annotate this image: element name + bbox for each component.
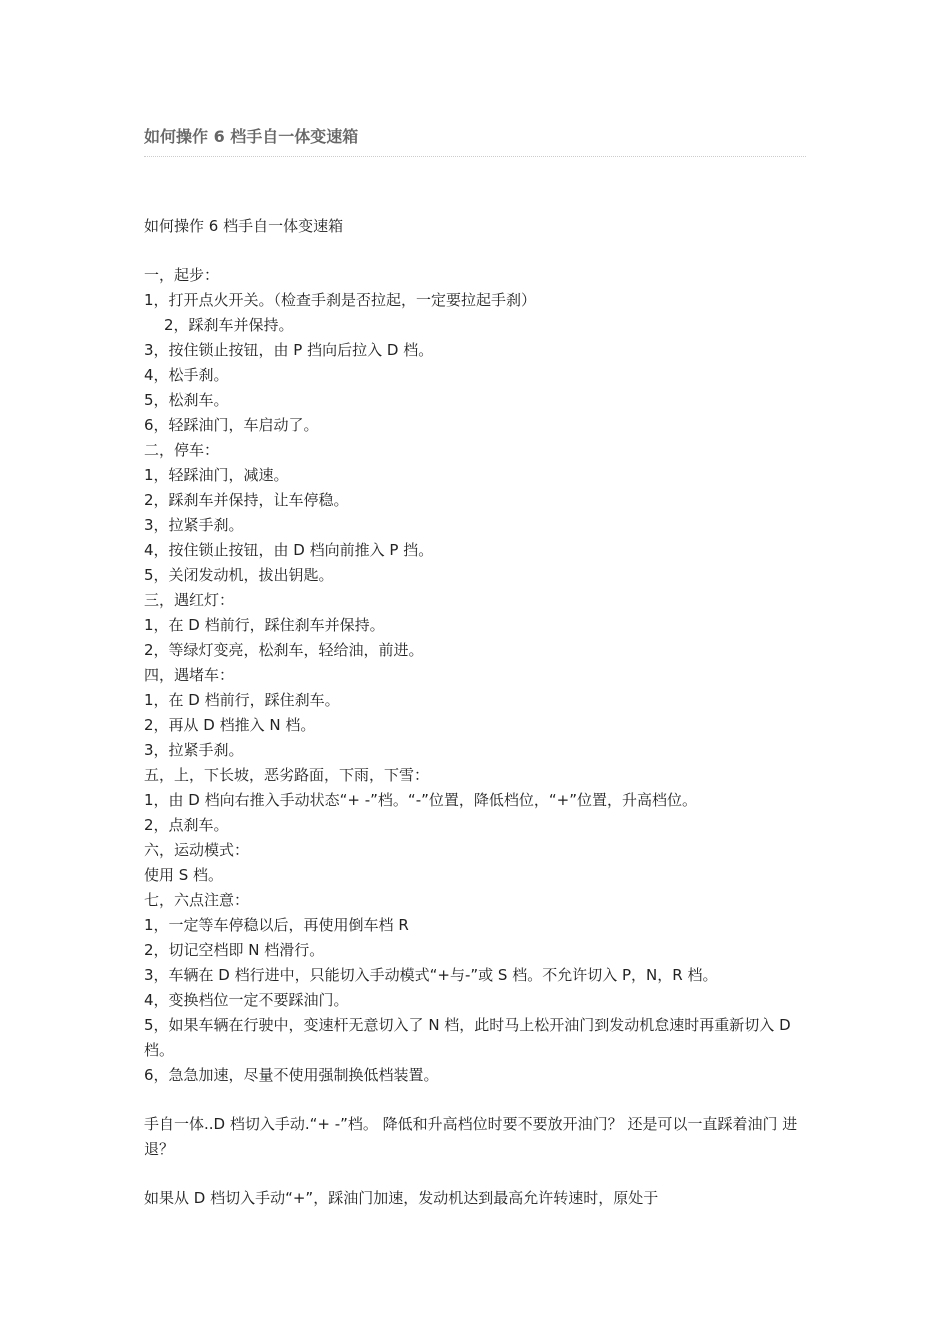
page-header-title: 如何操作 6 档手自一体变速箱: [144, 127, 359, 146]
text-line: 一，起步：: [144, 266, 220, 284]
article-title: 如何操作 6 档手自一体变速箱: [144, 217, 344, 235]
text-line: 使用 S 档。: [144, 866, 224, 884]
text-line: 三，遇红灯：: [144, 591, 235, 609]
text-line: 3，按住锁止按钮，由 P 挡向后拉入 D 档。: [144, 341, 434, 359]
header-divider: [144, 156, 806, 157]
text-line: 3，车辆在 D 档行进中，只能切入手动模式“+与-”或 S 档。不允许切入 P，N，R 档。: [144, 966, 718, 984]
text-line: 5，松刹车。: [144, 391, 229, 409]
text-line: 2，踩刹车并保持。: [164, 316, 294, 334]
text-line: 六，运动模式：: [144, 841, 250, 859]
text-line: 5，如果车辆在行驶中，变速杆无意切入了 N 档，此时马上松开油门到发动机怠速时再重新切入 D 档。: [144, 1016, 791, 1059]
text-line: 七，六点注意：: [144, 891, 250, 909]
text-line: 2，等绿灯变亮，松刹车，轻给油，前进。: [144, 641, 424, 659]
text-line: 五，上，下长坡，恶劣路面，下雨，下雪：: [144, 766, 430, 784]
spacer: [144, 239, 806, 263]
text-line: 二，停车：: [144, 441, 220, 459]
spacer: [144, 1088, 806, 1112]
text-line: 4，变换档位一定不要踩油门。: [144, 991, 349, 1009]
text-line: 1，由 D 档向右推入手动状态“+ -”档。“-”位置，降低档位，“+”位置，升高档位。: [144, 791, 697, 809]
text-line: 四，遇堵车：: [144, 666, 235, 684]
text-line: 1，在 D 档前行，踩住刹车。: [144, 691, 340, 709]
spacer: [144, 1162, 806, 1186]
text-line: 1，打开点火开关。（检查手刹是否拉起，一定要拉起手刹）: [144, 291, 537, 309]
text-line: 6，轻踩油门，车启动了。: [144, 416, 319, 434]
text-line: 3，拉紧手刹。: [144, 516, 244, 534]
text-line: 6，急急加速，尽量不使用强制换低档装置。: [144, 1066, 439, 1084]
text-line: 4，按住锁止按钮，由 D 档向前推入 P 挡。: [144, 541, 434, 559]
text-line: 2，点刹车。: [144, 816, 229, 834]
text-line: 1，一定等车停稳以后，再使用倒车档 R: [144, 916, 409, 934]
text-line: 5，关闭发动机，拔出钥匙。: [144, 566, 334, 584]
text-line: 2，再从 D 档推入 N 档。: [144, 716, 316, 734]
answer-paragraph: 如果从 D 档切入手动“+”，踩油门加速，发动机达到最高允许转速时，原处于: [144, 1189, 659, 1207]
question-paragraph: 手自一体..D 档切入手动.“+ -”档。 降低和升高档位时要不要放开油门？ 还是可以一直踩着油门 进退？: [144, 1115, 798, 1158]
text-line: 2，切记空档即 N 档滑行。: [144, 941, 325, 959]
text-line: 3，拉紧手刹。: [144, 741, 244, 759]
article-body: [144, 214, 806, 1211]
text-line: 1，在 D 档前行，踩住刹车并保持。: [144, 616, 385, 634]
text-line: 1，轻踩油门，减速。: [144, 466, 289, 484]
text-line: 4，松手刹。: [144, 366, 229, 384]
text-line: 2，踩刹车并保持，让车停稳。: [144, 491, 349, 509]
